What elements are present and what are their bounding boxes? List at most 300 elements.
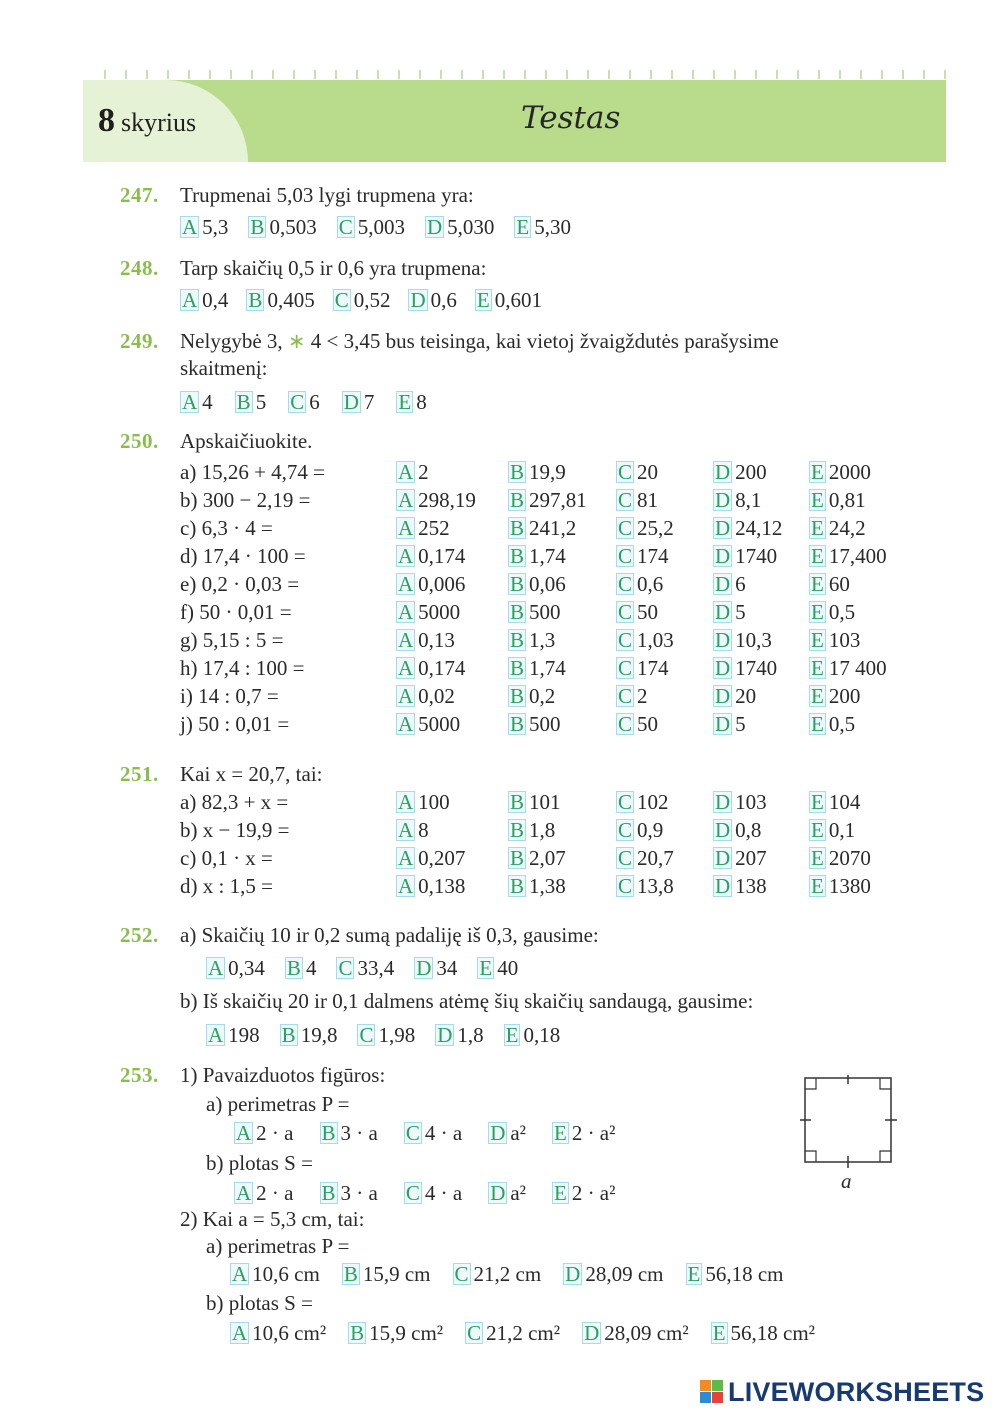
option[interactable] xyxy=(288,389,320,415)
option[interactable] xyxy=(713,487,761,513)
option[interactable] xyxy=(616,655,669,681)
tick-mark xyxy=(566,70,568,79)
option[interactable] xyxy=(713,655,777,681)
option[interactable] xyxy=(616,873,674,899)
option[interactable] xyxy=(508,845,566,871)
option[interactable] xyxy=(477,955,518,981)
option-letter[interactable]: E xyxy=(398,390,412,414)
option-value: 28,09 cm² xyxy=(604,1321,689,1345)
option[interactable] xyxy=(713,873,767,899)
option-letter[interactable]: A xyxy=(236,1181,252,1205)
option[interactable] xyxy=(809,873,871,899)
option-letter[interactable]: D xyxy=(715,544,731,568)
option-value: 2 · a xyxy=(256,1121,294,1145)
option[interactable] xyxy=(396,515,450,541)
option-value: 25,2 xyxy=(637,516,674,540)
option-letter[interactable]: A xyxy=(398,600,414,624)
option-letter[interactable]: C xyxy=(618,460,633,484)
option-letter[interactable]: E xyxy=(811,628,824,652)
option-letter[interactable]: A xyxy=(398,874,414,898)
option[interactable] xyxy=(809,627,860,653)
tick-mark xyxy=(335,70,337,79)
option-letter[interactable]: E xyxy=(811,460,824,484)
option[interactable] xyxy=(230,1320,326,1346)
option[interactable] xyxy=(508,817,555,843)
option[interactable] xyxy=(396,459,429,485)
option-letter[interactable]: C xyxy=(618,516,633,540)
option[interactable] xyxy=(414,955,457,981)
option[interactable] xyxy=(396,817,429,843)
option[interactable] xyxy=(563,1261,663,1287)
option-letter[interactable]: C xyxy=(338,215,353,239)
option-letter[interactable]: B xyxy=(236,390,251,414)
option[interactable] xyxy=(488,1180,526,1206)
option-letter[interactable]: C xyxy=(618,656,633,680)
option-value: 298,19 xyxy=(418,488,476,512)
option[interactable] xyxy=(206,955,265,981)
option-letter[interactable]: A xyxy=(182,288,198,312)
option-letter[interactable]: D xyxy=(416,956,432,980)
option-value: 81 xyxy=(637,488,659,512)
option-value: 500 xyxy=(529,712,561,736)
option[interactable] xyxy=(582,1320,689,1346)
option[interactable] xyxy=(425,214,494,240)
option-letter[interactable]: E xyxy=(811,656,824,680)
option-letter[interactable]: B xyxy=(350,1321,365,1345)
option-letter[interactable]: E xyxy=(811,488,824,512)
option-letter[interactable]: B xyxy=(510,460,525,484)
option-letter[interactable]: B xyxy=(510,846,525,870)
option[interactable] xyxy=(408,287,456,313)
option-letter[interactable]: A xyxy=(398,712,414,736)
option[interactable] xyxy=(396,543,465,569)
option[interactable] xyxy=(809,487,866,513)
option[interactable] xyxy=(404,1120,462,1146)
option-letter[interactable]: D xyxy=(715,656,731,680)
option[interactable] xyxy=(711,1320,815,1346)
option[interactable] xyxy=(713,817,761,843)
problem-number-247: 247. xyxy=(120,183,159,207)
option-letter[interactable]: E xyxy=(687,1262,701,1286)
options-row xyxy=(180,389,449,415)
option[interactable] xyxy=(396,627,455,653)
option[interactable] xyxy=(320,1120,378,1146)
option-letter[interactable]: C xyxy=(618,488,633,512)
problem-250-text: Apskaičiuokite. xyxy=(180,429,313,453)
option-letter[interactable]: B xyxy=(510,684,525,708)
option-value: 2 · a xyxy=(256,1181,294,1205)
option-letter[interactable]: B xyxy=(510,544,525,568)
option-letter[interactable]: A xyxy=(398,656,414,680)
option-letter[interactable]: A xyxy=(208,956,224,980)
option-letter[interactable]: A xyxy=(398,628,414,652)
option[interactable] xyxy=(396,873,465,899)
question-expression: b) 300 − 2,19 = xyxy=(180,488,311,512)
tick-mark xyxy=(650,70,652,79)
problem-248-text: Tarp skaičių 0,5 ir 0,6 yra trupmena: xyxy=(180,256,487,280)
option-letter[interactable]: B xyxy=(510,516,525,540)
option-value: 8,1 xyxy=(735,488,762,512)
option-letter[interactable]: A xyxy=(232,1262,248,1286)
option[interactable] xyxy=(435,1022,483,1048)
option[interactable] xyxy=(508,789,561,815)
option[interactable] xyxy=(475,287,542,313)
option-value: 200 xyxy=(828,684,861,708)
option-value: 6 xyxy=(735,572,746,596)
tick-mark xyxy=(776,70,778,79)
problem-247-text: Trupmenai 5,03 lygi trupmena yra: xyxy=(180,183,474,207)
tick-mark xyxy=(167,70,169,79)
option-value: 5000 xyxy=(418,712,461,736)
option[interactable] xyxy=(809,845,871,871)
option-letter[interactable]: E xyxy=(811,874,824,898)
option-letter[interactable]: E xyxy=(476,288,490,312)
problem-number-249: 249. xyxy=(120,329,159,353)
tick-mark xyxy=(797,70,799,79)
question-expression: j) 50 : 0,01 = xyxy=(180,712,290,736)
option-letter[interactable]: C xyxy=(618,874,633,898)
option[interactable] xyxy=(320,1180,378,1206)
option[interactable] xyxy=(357,1022,415,1048)
option-letter[interactable]: A xyxy=(398,516,414,540)
option[interactable] xyxy=(616,683,648,709)
option-letter[interactable]: C xyxy=(618,544,633,568)
option[interactable] xyxy=(206,1022,260,1048)
option[interactable] xyxy=(285,955,317,981)
option-letter[interactable]: D xyxy=(426,215,443,239)
option-value: 1740 xyxy=(735,544,778,568)
option[interactable] xyxy=(396,789,450,815)
option[interactable] xyxy=(248,214,316,240)
option[interactable] xyxy=(336,955,394,981)
option-letter[interactable]: B xyxy=(510,712,525,736)
option-letter[interactable]: C xyxy=(334,288,349,312)
option-letter[interactable]: D xyxy=(437,1023,453,1047)
question-expression: f) 50 · 0,01 = xyxy=(180,600,292,624)
option[interactable] xyxy=(809,711,855,737)
option-letter[interactable]: A xyxy=(398,684,414,708)
option-letter[interactable]: C xyxy=(359,1023,374,1047)
option[interactable] xyxy=(616,487,658,513)
option[interactable] xyxy=(180,389,213,415)
option[interactable] xyxy=(713,515,782,541)
option-letter[interactable]: C xyxy=(618,818,633,842)
option-letter[interactable]: E xyxy=(811,516,824,540)
option-letter[interactable]: D xyxy=(490,1121,506,1145)
option-letter[interactable]: D xyxy=(715,712,731,736)
option[interactable] xyxy=(713,627,772,653)
option-letter[interactable]: B xyxy=(250,215,265,239)
option-letter[interactable]: C xyxy=(467,1321,482,1345)
option-letter[interactable]: B xyxy=(343,1262,358,1286)
option-letter[interactable]: C xyxy=(618,684,633,708)
option[interactable] xyxy=(713,789,767,815)
option[interactable] xyxy=(508,515,576,541)
option-letter[interactable]: A xyxy=(182,390,198,414)
option[interactable] xyxy=(616,599,658,625)
option-value: 8 xyxy=(418,818,429,842)
option-letter[interactable]: A xyxy=(398,544,414,568)
option-letter[interactable]: D xyxy=(715,600,731,624)
option-value: 207 xyxy=(735,846,767,870)
option-letter[interactable]: E xyxy=(811,818,824,842)
logo-square xyxy=(712,1392,723,1403)
option[interactable] xyxy=(809,543,887,569)
option[interactable] xyxy=(280,1022,338,1048)
option[interactable] xyxy=(713,845,767,871)
option-letter[interactable]: E xyxy=(811,572,824,596)
problem-253-2b: b) plotas S = xyxy=(206,1291,313,1315)
option[interactable] xyxy=(508,459,566,485)
option[interactable] xyxy=(333,287,391,313)
option-letter[interactable]: D xyxy=(715,790,731,814)
option-letter[interactable]: B xyxy=(321,1181,336,1205)
option-value: 2 · a² xyxy=(571,1181,616,1205)
option-letter[interactable]: C xyxy=(405,1121,420,1145)
option[interactable] xyxy=(809,515,866,541)
option[interactable] xyxy=(809,571,850,597)
tick-mark xyxy=(104,70,106,79)
option[interactable] xyxy=(348,1320,443,1346)
option[interactable] xyxy=(342,1261,431,1287)
options-row xyxy=(180,287,560,313)
option-letter[interactable]: D xyxy=(715,818,731,842)
option-value: 0,405 xyxy=(267,288,315,312)
option-value: 103 xyxy=(735,790,767,814)
option[interactable] xyxy=(234,1120,294,1146)
option-value: 0,006 xyxy=(418,572,466,596)
option-letter[interactable]: D xyxy=(715,846,731,870)
problem-253-part2: 2) Kai a = 5,3 cm, tai: xyxy=(180,1207,365,1231)
option[interactable] xyxy=(508,571,566,597)
option-letter[interactable]: A xyxy=(232,1321,248,1345)
option-letter[interactable]: A xyxy=(236,1121,252,1145)
option[interactable] xyxy=(235,389,267,415)
option-letter[interactable]: E xyxy=(811,600,824,624)
option-letter[interactable]: A xyxy=(398,572,414,596)
option-letter[interactable]: D xyxy=(715,572,731,596)
option[interactable] xyxy=(809,655,887,681)
option-value: 4 · a xyxy=(424,1121,463,1145)
option[interactable] xyxy=(230,1261,320,1287)
option[interactable] xyxy=(396,655,465,681)
option[interactable] xyxy=(404,1180,462,1206)
option-letter[interactable]: E xyxy=(553,1181,567,1205)
option-letter[interactable]: B xyxy=(510,790,525,814)
option-letter[interactable]: B xyxy=(510,600,525,624)
logo-square xyxy=(700,1380,711,1391)
option-letter[interactable]: B xyxy=(321,1121,336,1145)
option-letter[interactable]: C xyxy=(405,1181,420,1205)
problem-249-text-2: skaitmenį: xyxy=(180,356,268,380)
option-letter[interactable]: D xyxy=(584,1321,600,1345)
option-letter[interactable]: A xyxy=(398,790,414,814)
option[interactable] xyxy=(465,1320,560,1346)
option-value: 5 xyxy=(735,712,746,736)
option-value: 56,18 cm² xyxy=(730,1321,815,1345)
tick-mark xyxy=(944,70,946,79)
option[interactable] xyxy=(514,214,571,240)
option-letter[interactable]: C xyxy=(618,572,633,596)
option-letter[interactable]: C xyxy=(618,790,633,814)
option-letter[interactable]: E xyxy=(811,790,824,814)
option[interactable] xyxy=(686,1261,784,1287)
option[interactable] xyxy=(488,1120,526,1146)
option[interactable] xyxy=(342,389,375,415)
option[interactable] xyxy=(616,845,674,871)
option[interactable] xyxy=(809,599,855,625)
option-letter[interactable]: B xyxy=(510,572,525,596)
option-value: 10,6 cm xyxy=(252,1262,320,1286)
option[interactable] xyxy=(234,1180,294,1206)
option[interactable] xyxy=(453,1261,542,1287)
option-value: 5 xyxy=(735,600,746,624)
option[interactable] xyxy=(396,711,460,737)
option-letter[interactable]: E xyxy=(811,846,824,870)
square-figure xyxy=(800,1075,910,1195)
option-letter[interactable]: C xyxy=(454,1262,469,1286)
tick-mark xyxy=(734,70,736,79)
option[interactable] xyxy=(713,683,756,709)
option-letter[interactable]: D xyxy=(490,1181,506,1205)
option-letter[interactable]: B xyxy=(286,956,301,980)
chapter-header xyxy=(83,80,946,162)
option-letter[interactable]: E xyxy=(553,1121,567,1145)
option-letter[interactable]: C xyxy=(618,712,633,736)
option-letter[interactable]: E xyxy=(811,544,824,568)
question-expression: e) 0,2 · 0,03 = xyxy=(180,572,300,596)
tick-mark xyxy=(839,70,841,79)
option-letter[interactable]: B xyxy=(248,288,263,312)
option-value: 2,07 xyxy=(529,846,566,870)
option[interactable] xyxy=(396,683,455,709)
option[interactable] xyxy=(616,711,658,737)
option[interactable] xyxy=(616,817,663,843)
option-letter[interactable]: D xyxy=(715,684,731,708)
option[interactable] xyxy=(713,543,777,569)
option[interactable] xyxy=(616,571,663,597)
option-value: 0,6 xyxy=(637,572,664,596)
option-letter[interactable]: B xyxy=(510,818,525,842)
option-letter[interactable]: E xyxy=(479,956,493,980)
option[interactable] xyxy=(713,711,746,737)
option[interactable] xyxy=(508,683,555,709)
option[interactable] xyxy=(396,487,476,513)
option-value: 0,9 xyxy=(637,818,664,842)
option-letter[interactable]: B xyxy=(510,628,525,652)
problem-number-250: 250. xyxy=(120,429,159,453)
option[interactable] xyxy=(508,543,566,569)
option-letter[interactable]: B xyxy=(510,656,525,680)
option-value: 40 xyxy=(497,956,519,980)
option-letter[interactable]: E xyxy=(811,684,824,708)
option-letter[interactable]: D xyxy=(715,488,731,512)
option[interactable] xyxy=(616,515,674,541)
option-letter[interactable]: D xyxy=(715,874,731,898)
option[interactable] xyxy=(396,389,426,415)
option[interactable] xyxy=(508,711,561,737)
option[interactable] xyxy=(713,459,767,485)
option-letter[interactable]: A xyxy=(398,846,414,870)
option-letter[interactable]: A xyxy=(398,818,414,842)
option[interactable] xyxy=(396,571,465,597)
option-letter[interactable]: C xyxy=(618,846,633,870)
option-letter[interactable]: B xyxy=(510,488,525,512)
option[interactable] xyxy=(508,599,561,625)
option-value: 6 xyxy=(309,390,320,414)
option[interactable] xyxy=(396,845,465,871)
option[interactable] xyxy=(508,627,555,653)
option-letter[interactable]: C xyxy=(618,600,633,624)
option-letter[interactable]: D xyxy=(410,288,426,312)
option-letter[interactable]: C xyxy=(338,956,353,980)
tick-mark xyxy=(902,70,904,79)
options-row xyxy=(180,214,591,240)
option-letter[interactable]: B xyxy=(510,874,525,898)
option[interactable] xyxy=(508,873,566,899)
tick-mark xyxy=(545,70,547,79)
option-letter[interactable]: C xyxy=(618,628,633,652)
option-value: 8 xyxy=(416,390,427,414)
option[interactable] xyxy=(552,1120,615,1146)
option[interactable] xyxy=(508,487,587,513)
option-value: 21,2 cm xyxy=(473,1262,542,1286)
option-letter[interactable]: E xyxy=(811,712,824,736)
option[interactable] xyxy=(552,1180,615,1206)
option-letter[interactable]: E xyxy=(505,1023,519,1047)
option[interactable] xyxy=(809,459,871,485)
option[interactable] xyxy=(713,599,746,625)
option[interactable] xyxy=(508,655,566,681)
option-letter[interactable]: C xyxy=(290,390,305,414)
option-letter[interactable]: D xyxy=(715,628,731,652)
option-letter[interactable]: B xyxy=(281,1023,296,1047)
option[interactable] xyxy=(809,789,860,815)
option[interactable] xyxy=(180,214,228,240)
problem-number-252: 252. xyxy=(120,923,159,947)
option-value: 174 xyxy=(637,656,669,680)
option[interactable] xyxy=(616,627,674,653)
option-letter[interactable]: D xyxy=(565,1262,581,1286)
option-value: 0,18 xyxy=(523,1023,561,1047)
option-value: 20 xyxy=(637,460,659,484)
option[interactable] xyxy=(809,817,855,843)
problem-252-a-text: a) Skaičių 10 ir 0,2 sumą padaliję iš 0,3, gausime: xyxy=(180,923,599,947)
option-letter[interactable]: A xyxy=(182,215,198,239)
option-letter[interactable]: A xyxy=(398,460,414,484)
option[interactable] xyxy=(616,459,658,485)
option[interactable] xyxy=(337,214,405,240)
option[interactable] xyxy=(396,599,460,625)
option-letter[interactable]: A xyxy=(398,488,414,512)
option-letter[interactable]: E xyxy=(516,215,530,239)
option[interactable] xyxy=(180,287,228,313)
option[interactable] xyxy=(616,789,669,815)
option-value: 0,1 xyxy=(828,818,856,842)
option[interactable] xyxy=(504,1022,561,1048)
option-letter[interactable]: E xyxy=(712,1321,726,1345)
option-letter[interactable]: D xyxy=(343,390,359,414)
option[interactable] xyxy=(809,683,860,709)
option-value: 0,4 xyxy=(202,288,229,312)
option[interactable] xyxy=(246,287,314,313)
option-letter[interactable]: A xyxy=(208,1023,224,1047)
option[interactable] xyxy=(713,571,746,597)
option-letter[interactable]: D xyxy=(715,460,731,484)
option-letter[interactable]: D xyxy=(715,516,731,540)
tick-mark xyxy=(671,70,673,79)
option[interactable] xyxy=(616,543,669,569)
